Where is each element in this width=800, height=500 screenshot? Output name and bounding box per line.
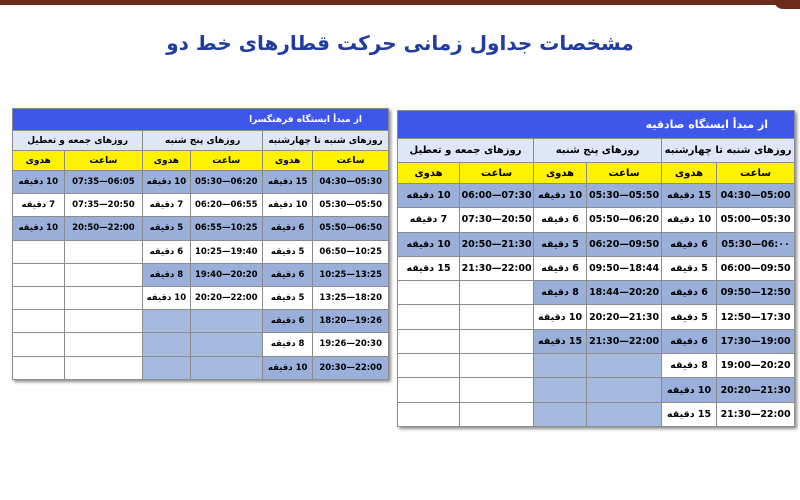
- empty-cell: [143, 310, 190, 333]
- empty-cell: [13, 286, 65, 309]
- headway-cell: 10 دقیقه: [662, 208, 717, 232]
- time-range-cell: 06:05—07:35: [64, 171, 143, 194]
- headway-cell: 5 دقیقه: [143, 217, 190, 240]
- empty-cell: [190, 310, 262, 333]
- empty-cell: [398, 305, 460, 329]
- column-header-headway: هدوی: [13, 151, 65, 171]
- empty-cell: [587, 378, 662, 402]
- time-range-cell: 06:55—06:20: [190, 194, 262, 217]
- headway-cell: 15 دقیقه: [262, 171, 312, 194]
- time-range-cell: 05:30—04:30: [313, 171, 389, 194]
- time-range-cell: 21:30—20:20: [717, 378, 795, 402]
- headway-cell: 8 دقیقه: [534, 281, 587, 305]
- column-header-headway: هدوی: [143, 151, 190, 171]
- column-header-time: ساعت: [64, 151, 143, 171]
- column-header-time: ساعت: [190, 151, 262, 171]
- empty-cell: [534, 402, 587, 426]
- headway-cell: 5 دقیقه: [262, 286, 312, 309]
- headway-cell: 10 دقیقه: [143, 171, 190, 194]
- top-decorative-bar: [0, 0, 800, 5]
- empty-cell: [534, 354, 587, 378]
- time-range-cell: 12:50—09:50: [717, 281, 795, 305]
- time-range-cell: 10:25—06:55: [190, 217, 262, 240]
- table-row: [398, 402, 795, 426]
- empty-cell: [398, 378, 460, 402]
- headway-cell: 6 دقیقه: [534, 208, 587, 232]
- column-header-headway: هدوی: [662, 163, 717, 184]
- schedule-table-sadeghieh: [397, 110, 795, 427]
- empty-cell: [64, 333, 143, 356]
- table-title: از مبدأ ایستگاه فرهنگسرا: [13, 109, 389, 131]
- empty-cell: [460, 329, 534, 353]
- empty-cell: [587, 354, 662, 378]
- time-range-cell: 05:50—05:30: [313, 194, 389, 217]
- time-range-cell: 22:00—21:30: [460, 256, 534, 280]
- headway-cell: 7 دقیقه: [143, 194, 190, 217]
- table-row: [398, 354, 795, 378]
- empty-cell: [13, 240, 65, 263]
- empty-cell: [13, 333, 65, 356]
- headway-cell: 10 دقیقه: [143, 286, 190, 309]
- time-range-cell: 09:50—06:20: [587, 232, 662, 256]
- headway-cell: 8 دقیقه: [262, 333, 312, 356]
- empty-cell: [64, 240, 143, 263]
- group-header-thursday: روزهای پنج شنبه: [534, 139, 662, 163]
- time-range-cell: 22:00—20:50: [64, 217, 143, 240]
- time-range-cell: 22:00—21:30: [587, 329, 662, 353]
- table-row: [13, 240, 389, 263]
- time-range-cell: 18:20—13:25: [313, 286, 389, 309]
- empty-cell: [587, 402, 662, 426]
- empty-cell: [460, 354, 534, 378]
- schedule-table-farhangsara: [12, 108, 389, 380]
- time-range-cell: 22:00—20:20: [190, 286, 262, 309]
- empty-cell: [64, 263, 143, 286]
- time-range-cell: 22:00—20:30: [313, 356, 389, 379]
- column-header-time: ساعت: [460, 163, 534, 184]
- time-range-cell: 13:25—10:25: [313, 263, 389, 286]
- headway-cell: 6 دقیقه: [534, 256, 587, 280]
- empty-cell: [460, 305, 534, 329]
- page-title: مشخصات جداول زمانی حرکت قطارهای خط دو: [166, 31, 634, 55]
- headway-cell: 6 دقیقه: [662, 329, 717, 353]
- table-row: [398, 378, 795, 402]
- empty-cell: [13, 310, 65, 333]
- empty-cell: [190, 356, 262, 379]
- empty-cell: [143, 356, 190, 379]
- time-range-cell: 20:50—07:35: [64, 194, 143, 217]
- top-decorative-corner: [774, 0, 800, 9]
- empty-cell: [398, 354, 460, 378]
- headway-cell: 5 دقیقه: [262, 240, 312, 263]
- table-row: [13, 171, 389, 194]
- time-range-cell: 07:30—06:00: [460, 184, 534, 208]
- empty-cell: [534, 378, 587, 402]
- table-title: از مبدأ ایستگاه صادقیه: [398, 111, 795, 139]
- table-row: [13, 356, 389, 379]
- table-row: [13, 310, 389, 333]
- time-range-cell: 05:00—04:30: [717, 184, 795, 208]
- time-range-cell: 21:30—20:20: [587, 305, 662, 329]
- empty-cell: [460, 378, 534, 402]
- empty-cell: [398, 281, 460, 305]
- time-range-cell: 05:50—05:30: [587, 184, 662, 208]
- headway-cell: 6 دقیقه: [262, 310, 312, 333]
- table-row: [13, 333, 389, 356]
- time-range-cell: 05:30—05:00: [717, 208, 795, 232]
- time-range-cell: 22:00—21:30: [717, 402, 795, 426]
- headway-cell: 10 دقیقه: [534, 305, 587, 329]
- group-header-thursday: روزهای پنج شنبه: [143, 131, 263, 151]
- table-row: [13, 263, 389, 286]
- headway-cell: 10 دقیقه: [262, 356, 312, 379]
- column-header-headway: هدوی: [262, 151, 312, 171]
- table-row: [398, 305, 795, 329]
- empty-cell: [13, 356, 65, 379]
- headway-cell: 10 دقیقه: [262, 194, 312, 217]
- time-range-cell: 21:30—20:50: [460, 232, 534, 256]
- group-header-friday-holiday: روزهای جمعه و تعطیل: [13, 131, 143, 151]
- time-range-cell: 20:20—18:44: [587, 281, 662, 305]
- table-row: [398, 256, 795, 280]
- headway-cell: 10 دقیقه: [13, 171, 65, 194]
- headway-cell: 15 دقیقه: [534, 329, 587, 353]
- time-range-cell: 20:30—19:26: [313, 333, 389, 356]
- group-header-friday-holiday: روزهای جمعه و تعطیل: [398, 139, 534, 163]
- time-range-cell: 19:26—18:20: [313, 310, 389, 333]
- time-range-cell: 06:20—05:50: [587, 208, 662, 232]
- headway-cell: 10 دقیقه: [662, 378, 717, 402]
- column-header-headway: هدوی: [534, 163, 587, 184]
- table-row: [13, 217, 389, 240]
- time-range-cell: 20:20—19:00: [717, 354, 795, 378]
- time-range-cell: 18:44—09:50: [587, 256, 662, 280]
- time-range-cell: 06:20—05:30: [190, 171, 262, 194]
- empty-cell: [13, 263, 65, 286]
- time-range-cell: 06:۰۰—05:30: [717, 232, 795, 256]
- table-row: [398, 208, 795, 232]
- time-range-cell: 09:50—06:00: [717, 256, 795, 280]
- headway-cell: 10 دقیقه: [13, 217, 65, 240]
- table-row: [13, 286, 389, 309]
- table-row: [398, 329, 795, 353]
- empty-cell: [398, 329, 460, 353]
- headway-cell: 6 دقیقه: [262, 263, 312, 286]
- table-row: [13, 194, 389, 217]
- headway-cell: 6 دقیقه: [262, 217, 312, 240]
- empty-cell: [64, 286, 143, 309]
- time-range-cell: 19:00—17:30: [717, 329, 795, 353]
- table-row: [398, 184, 795, 208]
- headway-cell: 6 دقیقه: [662, 281, 717, 305]
- headway-cell: 6 دقیقه: [662, 232, 717, 256]
- headway-cell: 10 دقیقه: [398, 232, 460, 256]
- headway-cell: 15 دقیقه: [662, 184, 717, 208]
- headway-cell: 10 دقیقه: [398, 184, 460, 208]
- empty-cell: [460, 281, 534, 305]
- group-header-sat-wed: روزهای شنبه تا چهارشنبه: [262, 131, 388, 151]
- time-range-cell: 20:50—07:30: [460, 208, 534, 232]
- empty-cell: [143, 333, 190, 356]
- column-header-time: ساعت: [587, 163, 662, 184]
- headway-cell: 5 دقیقه: [534, 232, 587, 256]
- headway-cell: 15 دقیقه: [662, 402, 717, 426]
- headway-cell: 8 دقیقه: [662, 354, 717, 378]
- empty-cell: [64, 356, 143, 379]
- headway-cell: 7 دقیقه: [13, 194, 65, 217]
- time-range-cell: 19:40—10:25: [190, 240, 262, 263]
- headway-cell: 6 دقیقه: [143, 240, 190, 263]
- headway-cell: 10 دقیقه: [534, 184, 587, 208]
- headway-cell: 5 دقیقه: [662, 256, 717, 280]
- group-header-sat-wed: روزهای شنبه تا چهارشنبه: [662, 139, 795, 163]
- empty-cell: [64, 310, 143, 333]
- empty-cell: [398, 402, 460, 426]
- time-range-cell: 06:50—05:50: [313, 217, 389, 240]
- table-row: [398, 281, 795, 305]
- empty-cell: [190, 333, 262, 356]
- headway-cell: 7 دقیقه: [398, 208, 460, 232]
- empty-cell: [460, 402, 534, 426]
- column-header-time: ساعت: [313, 151, 389, 171]
- table-row: [398, 232, 795, 256]
- headway-cell: 5 دقیقه: [662, 305, 717, 329]
- time-range-cell: 20:20—19:40: [190, 263, 262, 286]
- headway-cell: 8 دقیقه: [143, 263, 190, 286]
- time-range-cell: 10:25—06:50: [313, 240, 389, 263]
- column-header-time: ساعت: [717, 163, 795, 184]
- headway-cell: 15 دقیقه: [398, 256, 460, 280]
- time-range-cell: 17:30—12:50: [717, 305, 795, 329]
- column-header-headway: هدوی: [398, 163, 460, 184]
